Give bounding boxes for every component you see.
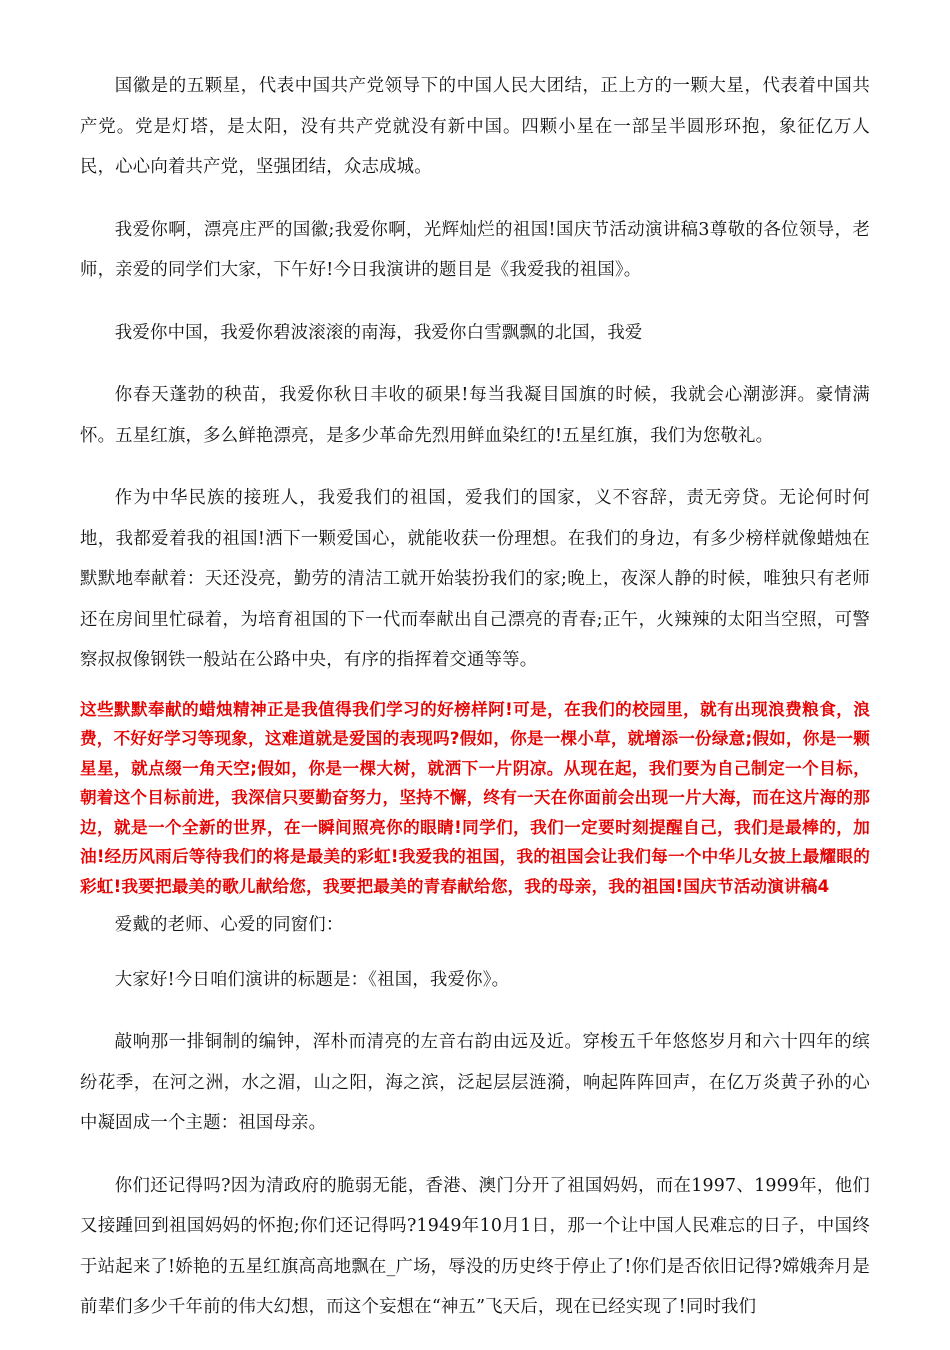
paragraph-bronze-bells: 敲响那一排铜制的编钟，浑朴而清亮的左音右韵由远及近。穿梭五千年悠悠岁月和六十四年的缤纷花季，在河之洲，水之湄，山之阳，海之滨，泛起层层涟漪，响起阵阵回声，在亿万炎黄子孙的心中凝固成一个主题：祖国母亲。 — [80, 1032, 870, 1133]
paragraph-successor: 作为中华民族的接班人，我爱我们的祖国，爱我们的国家，义不容辞，责无旁贷。无论何时何地，我都爱着我的祖国!洒下一颗爱国心，就能收获一份理想。在我们的身边，有多少榜样就像蜡烛在默默地奉献着：天还没亮，勤劳的清洁工就开始装扮我们的家;晚上，夜深人静的时候，唯独只有老师还在房间里忙碌着，为培育祖国的下一代而奉献出自己漂亮的青春;正午，火辣辣的太阳当空照，可警察叔叔像钢铁一般站在公路中央，有序的指挥着交通等等。 — [80, 488, 870, 670]
paragraph-love-emblem: 我爱你啊，漂亮庄严的国徽;我爱你啊，光辉灿烂的祖国!国庆节活动演讲稿3尊敬的各位领导，老师，亲爱的同学们大家，下午好!今日我演讲的题目是《我爱我的祖国》。 — [80, 219, 870, 280]
paragraph-remember: 你们还记得吗?因为清政府的脆弱无能，香港、澳门分开了祖国妈妈，而在1997、1999年，他们又接踵回到祖国妈妈的怀抱;你们还记得吗?1949年10月1日，那一个让中国人民难忘的日子，中国终于站起来了!娇艳的五星红旗高高地飘在_广场，辱没的历史终于停止了!你们是否依旧记得?嫦娥奔月是前辈们多少千年前的伟大幻想，而这个妄想在“神五”飞天后，现在已经实现了!同时我们 — [80, 1175, 870, 1317]
paragraph-national-emblem: 国徽是的五颗星，代表中国共产党领导下的中国人民大团结，正上方的一颗大星，代表着中国共产党。党是灯塔，是太阳，没有共产党就没有新中国。四颗小星在一部呈半圆形环抱，象征亿万人民，心心向着共产党，坚强团结，众志成城。 — [80, 76, 870, 177]
highlighted-paragraph: 这些默默奉献的蜡烛精神正是我值得我们学习的好榜样阿!可是，在我们的校园里，就有出现浪费粮食，浪费，不好好学习等现象，这难道就是爱国的表现吗?假如，你是一棵小草，就增添一份绿意;假如，你是一颗星星，就点缀一角天空;假如，你是一棵大树，就洒下一片阴凉。从现在起，我们要为自己制定一个目标，朝着这个目标前进，我深信只要勤奋努力，坚持不懈，终有一天在你面前会出现一片大海，而在这片海的那边，就是一个全新的世界，在一瞬间照亮你的眼睛!同学们，我们一定要时刻提醒自己，我们是最棒的，加油!经历风雨后等待我们的将是最美的彩虹!我爱我的祖国，我的祖国会让我们每一个中华儿女披上最耀眼的彩虹!我要把最美的歌儿献给您，我要把最美的青春献给您，我的母亲，我的祖国!国庆节活动演讲稿4 — [80, 699, 870, 896]
paragraph-greeting: 大家好!今日咱们演讲的标题是：《祖国，我爱你》。 — [114, 969, 510, 990]
document-body — [80, 66, 870, 1350]
paragraph-spring-seedlings: 你春天蓬勃的秧苗，我爱你秋日丰收的硕果!每当我凝目国旗的时候，我就会心潮澎湃。豪情满怀。五星红旗，多么鲜艳漂亮，是多少革命先烈用鲜血染红的!五星红旗，我们为您敬礼。 — [80, 385, 870, 446]
paragraph-love-china: 我爱你中国，我爱你碧波滚滚的南海，我爱你白雪飘飘的北国，我爱 — [114, 322, 643, 343]
paragraph-salutation: 爱戴的老师、心爱的同窗们： — [114, 915, 344, 935]
